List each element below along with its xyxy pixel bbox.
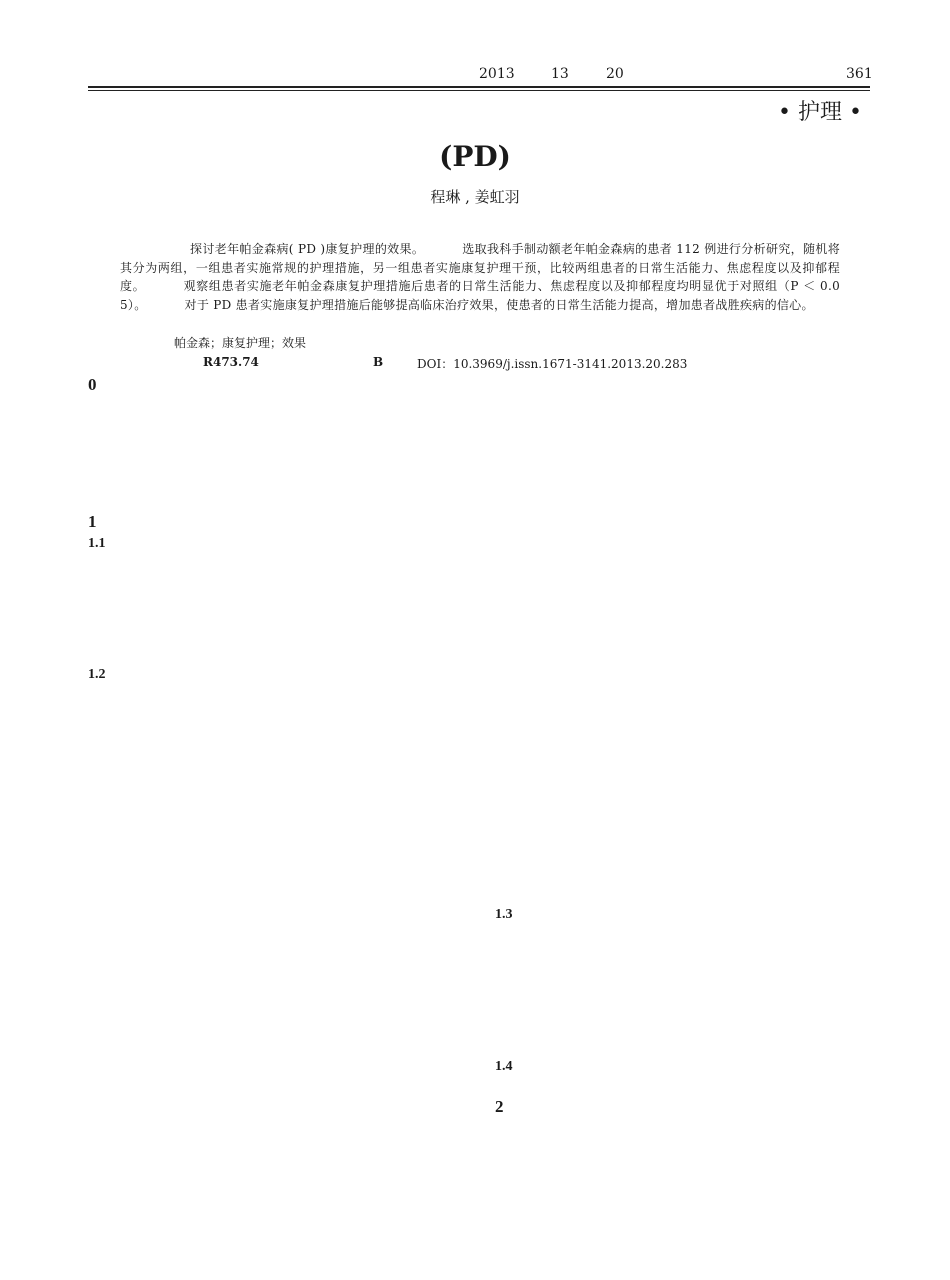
section-heading-2: 2 [495, 1097, 504, 1116]
section-heading-1-2: 1.2 [88, 667, 106, 682]
article-title: (PD) [439, 140, 511, 173]
article-authors: 程琳 , 姜虹羽 [430, 188, 520, 206]
section-heading-1-1: 1.1 [88, 536, 106, 551]
section-heading-1-4: 1.4 [495, 1059, 513, 1074]
section-tag: • 护理 • [778, 100, 862, 125]
clc-number: R473.74 [203, 355, 259, 369]
abstract-methods: 选取我科手制动额老年帕金森病的患者 112 例进行分析研究，随机将其分为两组，一组患者实施常规的护理措施，另一组患者实施康复护理干预，比较两组患者的日常生活能力、焦虑程度以及抑郁程度。 [120, 242, 840, 293]
header-issue: 20 [606, 66, 624, 82]
abstract [120, 240, 840, 314]
section-heading-1-3: 1.3 [495, 907, 513, 922]
document-code: B [373, 355, 384, 369]
section-heading-1: 1 [88, 512, 97, 531]
header-rule-thin [88, 90, 870, 91]
header-page-number: 361 [846, 66, 873, 82]
abstract-results: 观察组患者实施老年帕金森康复护理措施后患者的日常生活能力、焦虑程度以及抑郁程度均明显优于对照组（P ＜ 0.05）。 [120, 279, 840, 312]
abstract-conclusion: 对于 PD 患者实施康复护理措施后能够提高临床治疗效果，使患者的日常生活能力提高，增加患者战胜疾病的信心。 [184, 297, 814, 312]
abstract-objective: 探讨老年帕金森病( PD )康复护理的效果。 [190, 242, 425, 256]
header-rule-thick [88, 86, 870, 88]
section-heading-0: 0 [88, 375, 97, 394]
doi: DOI：10.3969/j.issn.1671-3141.2013.20.283 [417, 357, 688, 371]
header-volume: 13 [551, 66, 569, 82]
keywords: 帕金森；康复护理；效果 [174, 336, 307, 350]
header-year: 2013 [479, 66, 515, 82]
